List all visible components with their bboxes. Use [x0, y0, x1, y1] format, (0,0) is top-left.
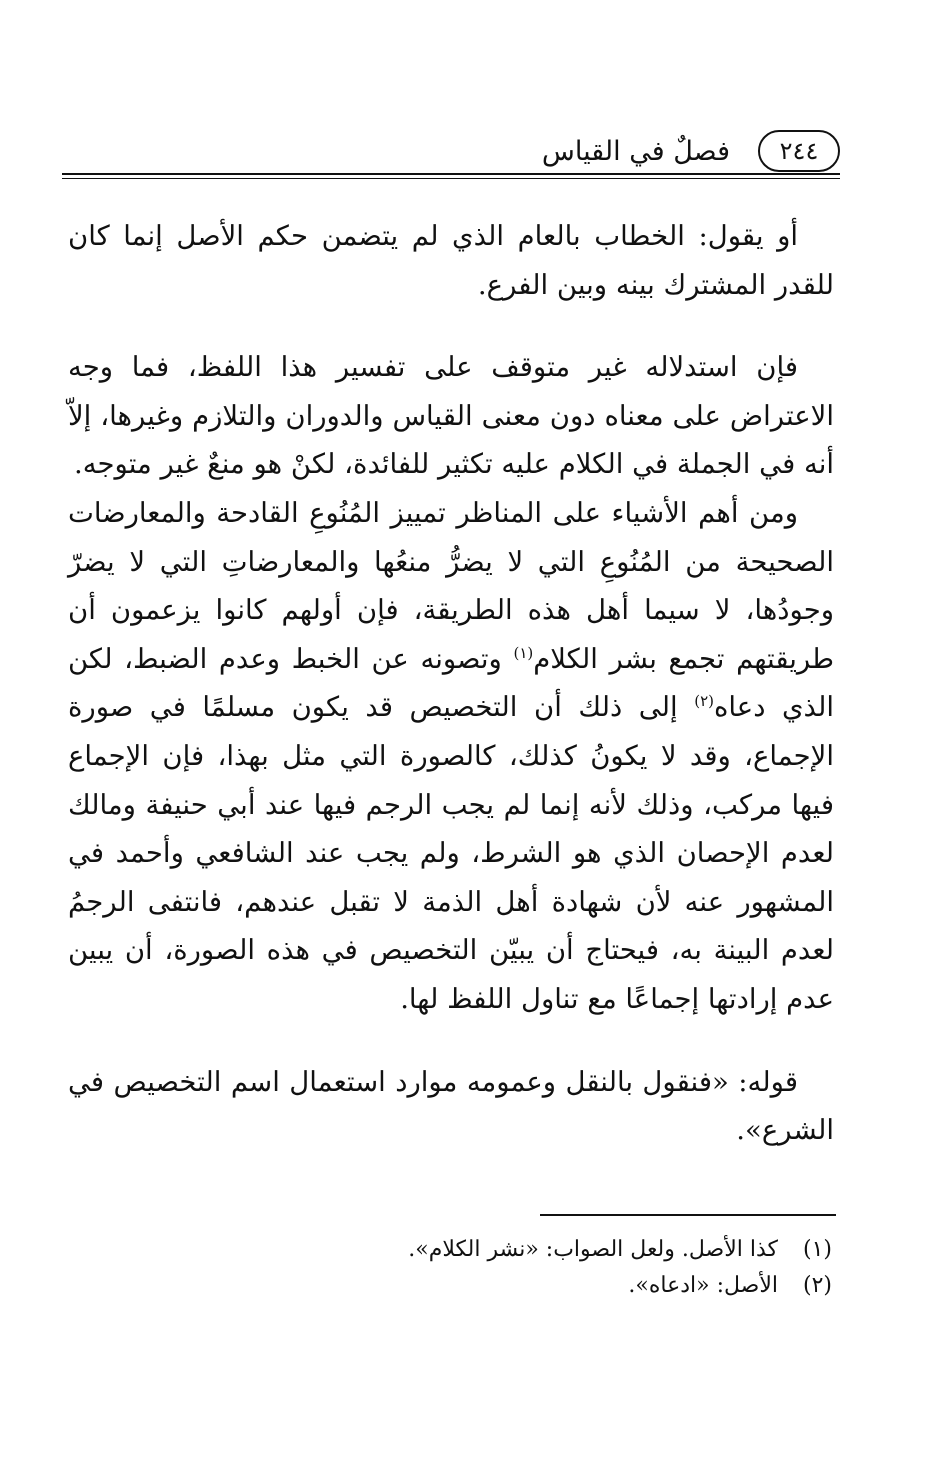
paragraph-2: فإن استدلاله غير متوقف على تفسير هذا اللفظ، فما وجه الاعتراض على معناه دون معنى القياس والدوران والتلازم وغيرها، إلاّ أنه في الجملة في الكلام عليه تكثير للفائدة، لكنْ هو منعٌ غير متوجه.	[68, 351, 834, 481]
paragraph-3-text-a: ومن أهم الأشياء على المناظر تمييز المُنُوعِ القادحة والمعارضات الصحيحة من المُنُوعِ التي لا يضرُّ منعُها والمعارضاتِ التي لا يضرّ وجودُها، لا سيما أهل هذه الطريقة، فإن أولهم كانوا يزعمون أن طريقتهم تجمع بشر الكلام	[68, 496, 834, 675]
footnote-text: كذا الأصل. ولعل الصواب: «نشر الكلام».	[408, 1237, 778, 1262]
main-text	[68, 212, 834, 1155]
footnote-2	[132, 1268, 832, 1304]
footnote-text: الأصل: «ادعاه».	[628, 1273, 778, 1298]
footnote-1	[132, 1232, 832, 1268]
chapter-title: فصلٌ في القياس	[541, 136, 730, 167]
header-rule-thin	[62, 178, 840, 179]
header-rule	[62, 173, 840, 175]
running-header	[62, 130, 840, 180]
footnote-marker: (١)	[802, 1237, 832, 1262]
footnote-marker: (٢)	[802, 1273, 832, 1298]
paragraph-3-text-c: إلى ذلك أن التخصيص قد يكون مسلمًا في صورة الإجماع، وقد لا يكونُ كذلك، كالصورة التي مثل بهذا، فإن الإجماع فيها مركب، وذلك لأنه إنما لم يجب الرجم فيها عند أبي حنيفة ومالك لعدم الإحصان الذي هو الشرط، ولم يجب عند الشافعي وأحمد في المشهور عنه لأن شهادة أهل الذمة لا تقبل عندهم، فانتفى الرجمُ لعدم البينة به، فيحتاج أن يبيّن التخصيص في هذه الصورة، أن يبين عدم إرادتها إجماعًا مع تناول اللفظ لها.	[68, 691, 834, 1015]
footnote-ref-1[interactable]: (١)	[513, 643, 534, 662]
paragraph-3-text-b: وتصونه عن الخبط وعدم الضبط، لكن الذي دعاه	[68, 642, 834, 724]
footnote-ref-2[interactable]: (٢)	[694, 692, 715, 711]
paragraph-3	[68, 489, 834, 1024]
footnote-separator	[540, 1214, 836, 1216]
paragraph-1: أو يقول: الخطاب بالعام الذي لم يتضمن حكم الأصل إنما كان للقدر المشترك بينه وبين الفرع.	[68, 220, 834, 301]
page-number: ٢٤٤	[758, 130, 840, 172]
paragraph-4: قوله: «فنقول بالنقل وعمومه موارد استعمال اسم التخصيص في الشرع».	[68, 1065, 834, 1147]
footnotes	[132, 1232, 832, 1304]
